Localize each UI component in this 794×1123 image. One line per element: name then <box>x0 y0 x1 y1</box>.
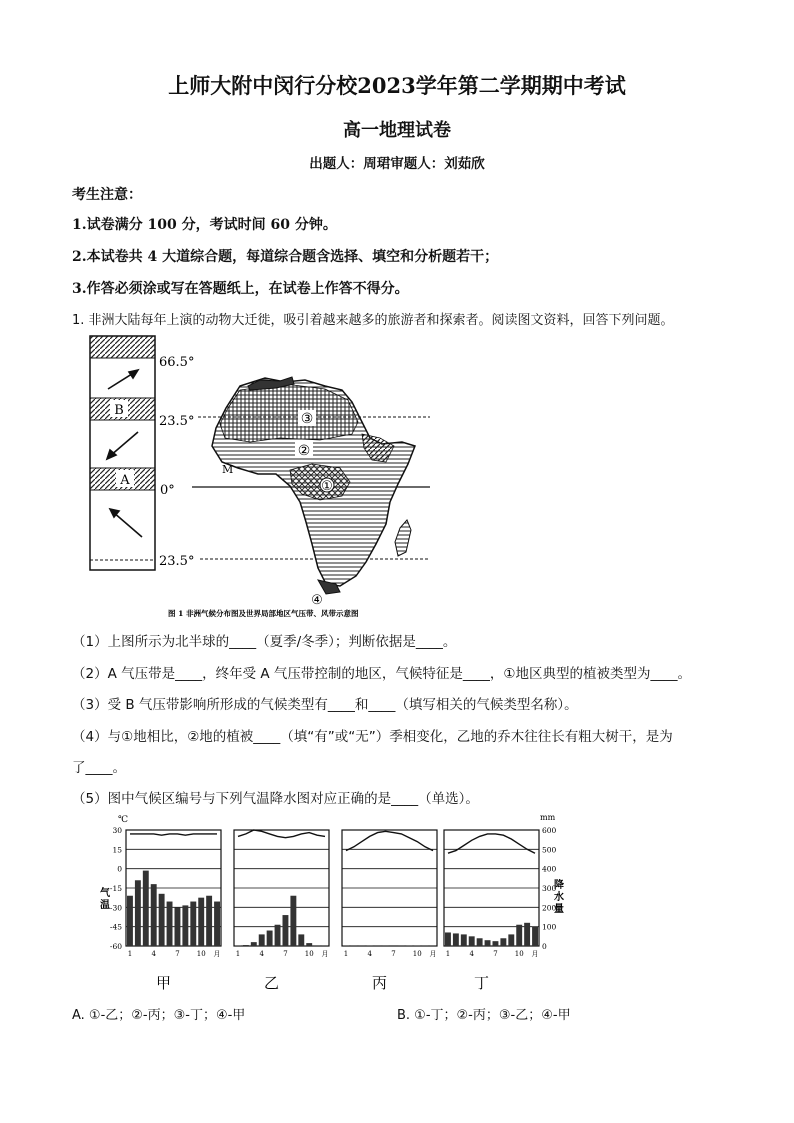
precip-bar <box>167 902 173 946</box>
precip-tick-label: 0 <box>542 942 547 951</box>
notice-heading: 考生注意： <box>72 187 142 203</box>
notice-item: 1.试卷满分 100 分，考试时间 60 分钟。 <box>72 217 337 233</box>
month-tick-label: 7 <box>493 950 498 958</box>
lat-label-23-5-n: 23.5° <box>159 414 195 429</box>
temp-tick-label: -45 <box>109 922 122 932</box>
month-tick-label: 1 <box>445 950 451 958</box>
belt-column <box>90 336 155 570</box>
precip-bar <box>516 925 522 946</box>
page-title: 上师大附中闵行分校2023学年第二学期期中考试 <box>168 73 626 98</box>
precip-bar <box>159 894 165 946</box>
precip-tick-label: 200 <box>542 903 557 913</box>
precip-bar <box>469 936 475 946</box>
month-tick-label: 4 <box>367 950 372 958</box>
temp-tick-label: 15 <box>112 845 122 855</box>
precip-bar <box>298 934 304 946</box>
month-tick-label: 10 <box>196 950 206 958</box>
precip-bar <box>151 884 157 946</box>
precip-bar <box>485 940 491 946</box>
precip-bar <box>375 945 381 946</box>
precip-bar <box>267 931 273 946</box>
precip-bar <box>532 927 538 946</box>
month-tick-label: 月 <box>429 950 437 958</box>
precip-bar <box>198 898 204 946</box>
month-tick-label: 月 <box>321 950 329 958</box>
sub-question-4: （4）与①地相比，②地的植被____（填“有”或“无”）季相变化，乙地的乔木往往长有粗大树干，是为 <box>72 729 673 745</box>
precip-bar <box>251 942 257 946</box>
lat-label-equator: 0° <box>160 483 175 498</box>
temp-tick-label: -15 <box>109 884 122 893</box>
option-b[interactable]: B. ①-丁；②-丙；③-乙；④-甲 <box>397 1008 571 1023</box>
precip-bar <box>524 923 530 946</box>
precip-bar <box>461 934 467 946</box>
sub-question-5: （5）图中气候区编号与下列气温降水图对应正确的是____（单选）。 <box>72 791 479 807</box>
precip-bar <box>445 932 451 946</box>
precip-bar <box>175 907 181 946</box>
precip-bar <box>290 896 296 946</box>
figure-caption: 图 1 非洲气候分布图及世界局部地区气压带、风带示意图 <box>168 609 359 618</box>
month-tick-label: 4 <box>151 950 156 958</box>
temp-tick-label: 30 <box>112 826 122 835</box>
precip-bar <box>314 945 320 946</box>
precip-bar <box>453 933 459 946</box>
belt-b-label: B <box>114 403 124 418</box>
sub-question-4-cont: 了____。 <box>72 760 126 776</box>
precip-bar <box>500 938 506 946</box>
precip-bar <box>477 938 483 946</box>
precip-bar <box>283 915 289 946</box>
month-tick-label: 7 <box>391 950 396 958</box>
month-tick-label: 1 <box>343 950 349 958</box>
month-tick-label: 10 <box>514 950 524 958</box>
region-2-label: ② <box>297 443 311 459</box>
sub-question-1: （1）上图所示为北半球的____（夏季/冬季）；判断依据是____。 <box>72 634 457 650</box>
precip-bar <box>127 896 133 946</box>
chart-name-label: 丙 <box>371 974 388 992</box>
precip-tick-label: 400 <box>542 864 557 874</box>
month-tick-label: 7 <box>175 950 180 958</box>
notice-item: 2.本试卷共 4 大道综合题，每道综合题含选择、填空和分析题若干； <box>72 249 499 265</box>
belt-a-label: A <box>120 473 130 488</box>
sub-question-2: （2）A 气压带是____，终年受 A 气压带控制的地区，气候特征是____，①地区典型的植被类型为____。 <box>72 666 692 682</box>
notice-item: 3.作答必须涂或写在答题纸上，在试卷上作答不得分。 <box>72 281 409 297</box>
temp-tick-label: -30 <box>109 903 122 913</box>
question-stem: 1. 非洲大陆每年上演的动物大迁徙，吸引着越来越多的旅游者和探索者。阅读图文资料，回答下列问题。 <box>72 313 674 328</box>
lat-label-66-5: 66.5° <box>159 355 195 370</box>
precip-axis-title: 降水量 <box>554 880 564 915</box>
month-tick-label: 1 <box>127 950 133 958</box>
month-tick-label: 4 <box>259 950 264 958</box>
precip-bar <box>508 934 514 946</box>
temp-tick-label: 0 <box>117 864 122 874</box>
precip-bar <box>190 902 196 946</box>
temp-tick-label: -60 <box>109 942 122 951</box>
region-4-label: ④ <box>311 593 323 608</box>
precip-tick-label: 500 <box>542 845 557 855</box>
polar-high-belt <box>90 336 155 358</box>
region-3-label: ③ <box>300 411 314 427</box>
option-a[interactable]: A. ①-乙；②-丙；③-丁；④-甲 <box>72 1008 246 1023</box>
climate-charts <box>86 812 566 997</box>
madagascar <box>395 520 411 556</box>
precip-bar <box>135 880 141 946</box>
chart-name-label: 乙 <box>263 974 280 992</box>
temp-axis-title: 气温 <box>100 888 110 911</box>
month-tick-label: 10 <box>412 950 422 958</box>
precip-bar <box>243 945 249 946</box>
month-tick-label: 1 <box>235 950 241 958</box>
month-tick-label: 月 <box>531 950 539 958</box>
temp-unit: ℃ <box>118 815 129 825</box>
africa-climate-figure <box>80 334 440 624</box>
sub-question-3: （3）受 B 气压带影响所形成的气候类型有____和____（填写相关的气候类型名称）。 <box>72 697 578 713</box>
chart-name-label: 甲 <box>155 974 172 992</box>
precip-tick-label: 300 <box>542 884 557 893</box>
precip-bar <box>259 934 265 946</box>
chart-name-label: 丁 <box>473 974 490 992</box>
m-label: M <box>222 463 234 476</box>
region-1-label: ① <box>321 479 333 494</box>
month-tick-label: 月 <box>213 950 221 958</box>
page-subtitle: 高一地理试卷 <box>343 120 451 141</box>
month-tick-label: 7 <box>283 950 288 958</box>
precip-bar <box>214 902 220 946</box>
precip-unit: mm <box>540 813 556 822</box>
precip-bar <box>206 896 212 946</box>
precip-bar <box>306 943 312 946</box>
precip-bar <box>182 905 188 946</box>
lat-label-23-5-s: 23.5° <box>159 554 195 569</box>
precip-tick-label: 600 <box>542 826 557 835</box>
month-tick-label: 4 <box>469 950 474 958</box>
precip-tick-label: 100 <box>542 922 557 932</box>
month-tick-label: 10 <box>304 950 314 958</box>
precip-bar <box>143 871 149 946</box>
precip-bar <box>275 925 281 946</box>
exam-setter: 出题人：周珺审题人：刘茹欣 <box>309 156 485 172</box>
precip-bar <box>493 941 499 946</box>
